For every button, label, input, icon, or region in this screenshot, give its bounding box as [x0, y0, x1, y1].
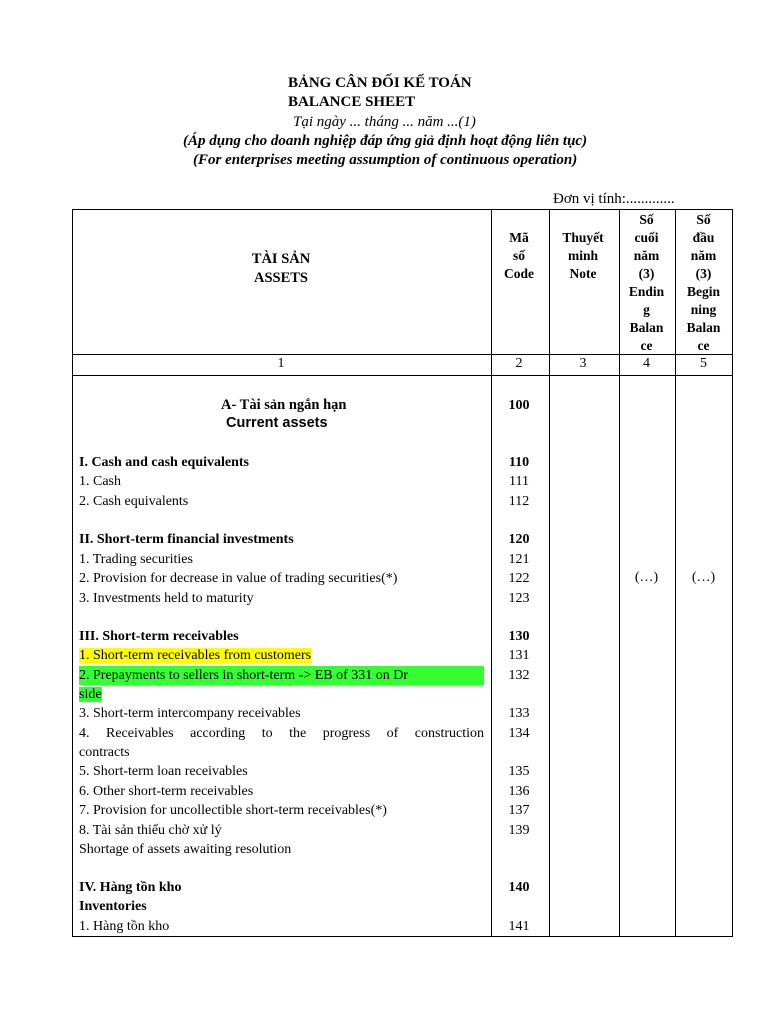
row-code: 139: [508, 823, 530, 838]
col-divider: [549, 210, 550, 936]
row-code: 112: [508, 494, 530, 509]
row-shortage-assets: 8. Tài sản thiếu chờ xử lý Shortage of assets awaiting resolution: [79, 823, 292, 857]
row-provision-trading: 2. Provision for decrease in value of trading securities(*): [79, 571, 398, 586]
section-a-title-en: Current assets: [226, 415, 328, 431]
ending-balance-value: (…): [634, 570, 659, 585]
row-cash-equivalents-heading: I. Cash and cash equivalents: [79, 455, 249, 470]
unit-label: Đơn vị tính:.............: [553, 191, 675, 207]
title-en: BALANCE SHEET: [288, 94, 416, 110]
applies-vi: (Áp dụng cho doanh nghiệp đáp ứng giả định hoạt động liên tục): [183, 133, 588, 149]
row-code: 136: [508, 784, 530, 799]
row-cash: 1. Cash: [79, 474, 121, 489]
section-a-title-vi: A- Tài sản ngắn hạn: [221, 397, 347, 413]
header-note: Thuyết minh Note: [562, 230, 604, 281]
row-st-receivables-heading: III. Short-term receivables: [79, 629, 239, 644]
title-vi: BẢNG CÂN ĐỐI KẾ TOÁN: [288, 75, 472, 91]
row-code: 137: [508, 803, 530, 818]
col-number: 4: [643, 356, 650, 371]
row-code: 130: [508, 629, 530, 644]
row-code: 123: [508, 591, 530, 606]
header-assets-vi: TÀI SẢN: [251, 251, 311, 267]
col-number: 2: [515, 356, 523, 371]
row-code: 121: [508, 552, 530, 567]
row-receivables-customers: [79, 646, 484, 665]
row-loan-receivables: 5. Short-term loan receivables: [79, 764, 248, 779]
row-divider: [73, 375, 732, 376]
row-inventories-heading: IV. Hàng tồn kho Inventories: [79, 880, 182, 914]
header-code: Mã số Code: [504, 230, 534, 281]
date-line: Tại ngày ... tháng ... năm ...(1): [293, 114, 476, 130]
row-code: 133: [508, 706, 530, 721]
highlighted-text: 2. Prepayments to sellers in short-term -> EB of 331 on Dr: [79, 666, 484, 685]
row-inventory: 1. Hàng tồn kho: [79, 919, 170, 934]
row-held-to-maturity: 3. Investments held to maturity: [79, 591, 254, 606]
row-code: 141: [508, 919, 530, 934]
col-number: 5: [700, 356, 707, 371]
row-code: 132: [508, 668, 530, 683]
col-number: 3: [579, 356, 587, 371]
row-prepayments-sellers: [79, 666, 484, 704]
row-trading-securities: 1. Trading securities: [79, 552, 193, 567]
col-number: 1: [277, 356, 285, 371]
row-construction: 4. Receivables according to the progress of construction contracts: [79, 726, 484, 760]
row-code: 120: [508, 532, 530, 547]
highlighted-text: 1. Short-term receivables from customers: [79, 648, 312, 663]
row-provision-uncollectible: 7. Provision for uncollectible short-term receivables(*): [79, 803, 387, 818]
section-a-code: 100: [508, 398, 530, 413]
header-beginning-balance: Số đầu năm (3) Begin ning Balan ce: [686, 212, 721, 353]
beginning-balance-value: (…): [691, 570, 716, 585]
row-intercompany: 3. Short-term intercompany receivables: [79, 706, 301, 721]
row-st-investments-heading: II. Short-term financial investments: [79, 532, 294, 547]
header-assets-en: ASSETS: [253, 270, 308, 286]
applies-en: (For enterprises meeting assumption of continuous operation): [193, 152, 578, 168]
row-code: 131: [508, 648, 530, 663]
row-code: 134: [508, 726, 530, 741]
header-ending-balance: Số cuối năm (3) Endin g Balan ce: [628, 212, 665, 353]
highlighted-text: side: [79, 687, 102, 702]
row-code: 122: [508, 571, 530, 586]
row-cash-equiv: 2. Cash equivalents: [79, 494, 189, 509]
row-code: 111: [509, 474, 529, 489]
row-code: 110: [508, 455, 530, 470]
row-other-receivables: 6. Other short-term receivables: [79, 784, 254, 799]
row-code: 140: [508, 880, 530, 895]
header-assets: [72, 250, 490, 288]
row-code: 135: [508, 764, 530, 779]
